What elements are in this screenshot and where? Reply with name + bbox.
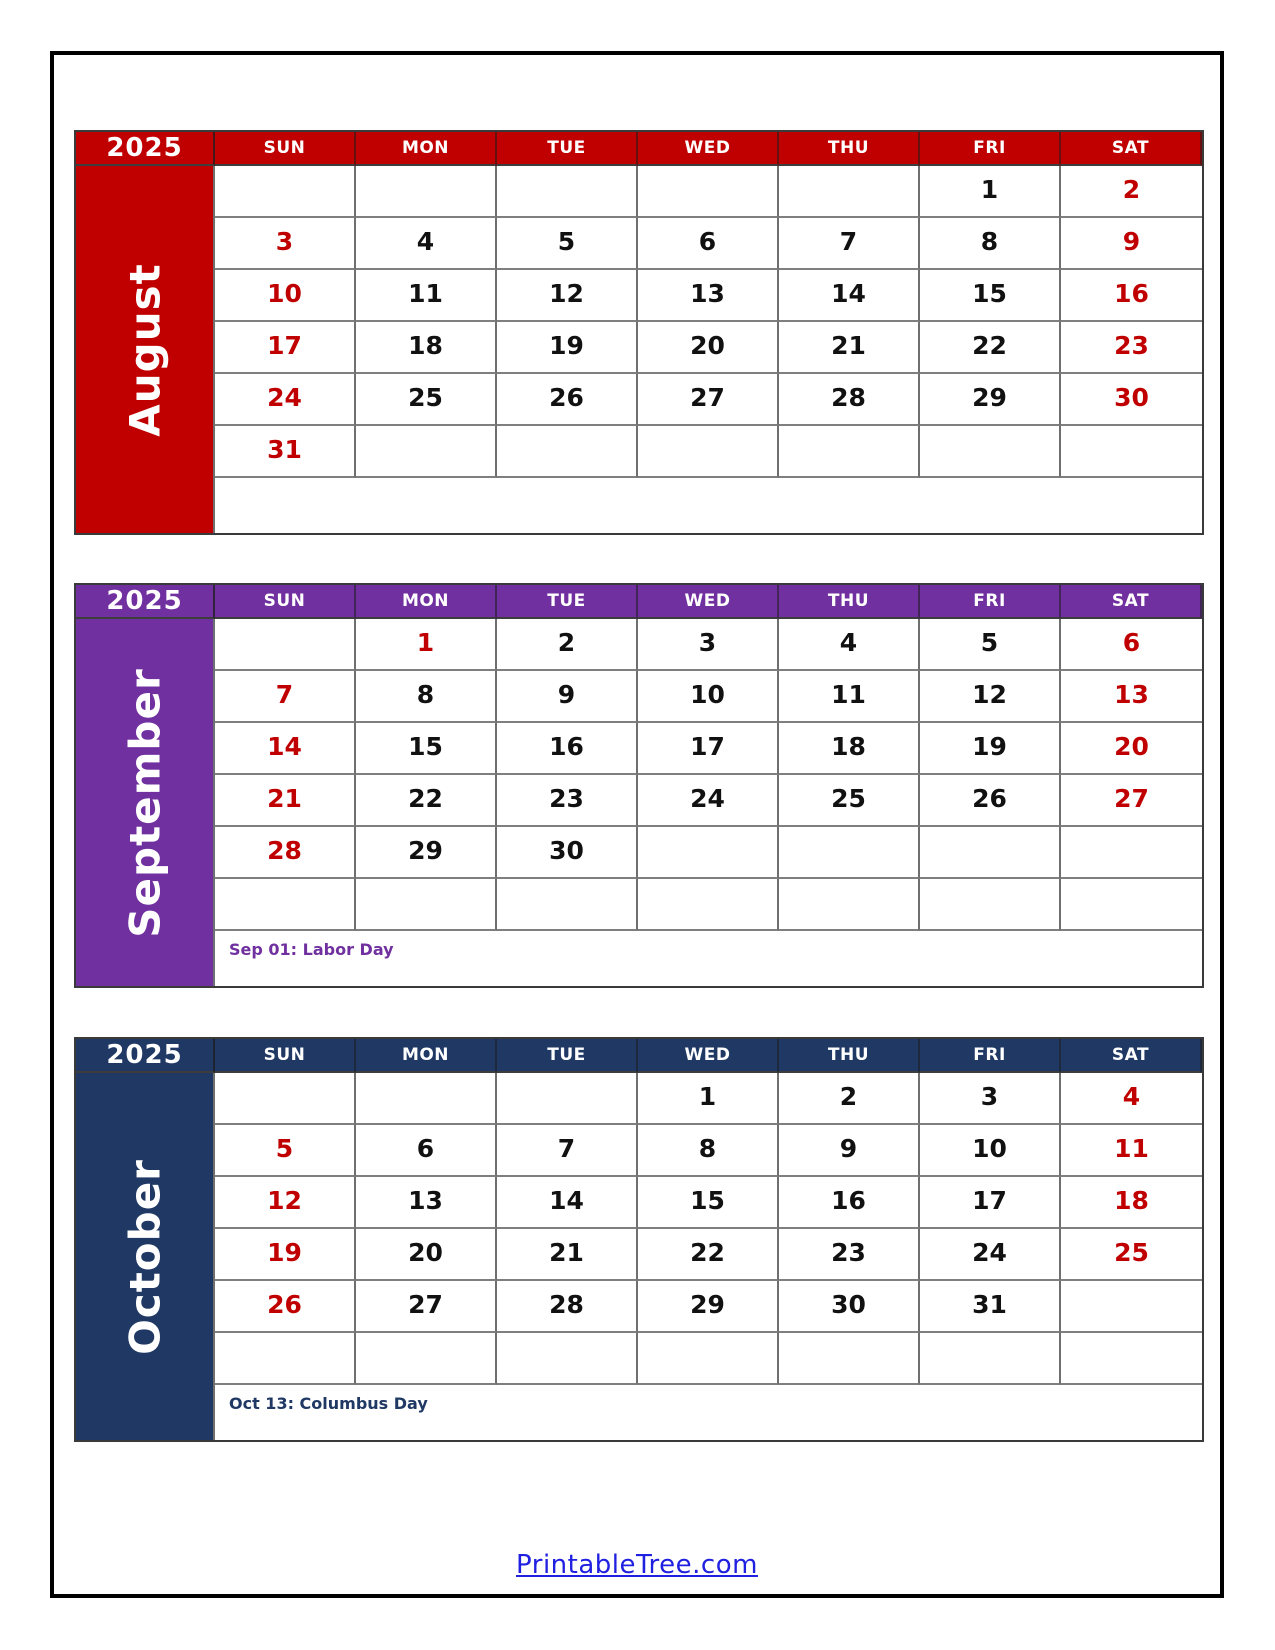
date-cell: 2 bbox=[497, 619, 638, 671]
date-cell bbox=[356, 879, 497, 931]
date-cell: 26 bbox=[215, 1281, 356, 1333]
date-cell: 10 bbox=[920, 1125, 1061, 1177]
date-cell: 23 bbox=[497, 775, 638, 827]
calendar-table-october bbox=[74, 1037, 1204, 1442]
date-cell bbox=[215, 1333, 356, 1385]
date-cell bbox=[920, 1333, 1061, 1385]
date-cell bbox=[1061, 426, 1202, 478]
date-cell: 29 bbox=[638, 1281, 779, 1333]
dow-header-fri: FRI bbox=[920, 585, 1061, 619]
date-cell: 12 bbox=[215, 1177, 356, 1229]
date-cell: 20 bbox=[356, 1229, 497, 1281]
date-cell: 1 bbox=[356, 619, 497, 671]
dow-header-sun: SUN bbox=[215, 132, 356, 166]
date-cell: 9 bbox=[1061, 218, 1202, 270]
dow-header-wed: WED bbox=[638, 1039, 779, 1073]
date-cell: 8 bbox=[356, 671, 497, 723]
date-cell: 5 bbox=[215, 1125, 356, 1177]
holiday-note: Oct 13: Columbus Day bbox=[229, 1394, 428, 1413]
date-cell: 8 bbox=[920, 218, 1061, 270]
date-cell: 30 bbox=[497, 827, 638, 879]
date-cell: 11 bbox=[356, 270, 497, 322]
month-band bbox=[76, 1073, 215, 1440]
date-cell: 17 bbox=[215, 322, 356, 374]
date-cell: 4 bbox=[356, 218, 497, 270]
date-cell: 28 bbox=[215, 827, 356, 879]
dow-header-sat: SAT bbox=[1061, 1039, 1202, 1073]
date-cell: 15 bbox=[920, 270, 1061, 322]
date-cell: 9 bbox=[779, 1125, 920, 1177]
date-cell: 27 bbox=[356, 1281, 497, 1333]
date-cell: 24 bbox=[638, 775, 779, 827]
date-cell: 16 bbox=[497, 723, 638, 775]
date-cell bbox=[356, 426, 497, 478]
month-section-august bbox=[74, 130, 1204, 535]
date-grid bbox=[215, 1073, 1202, 1385]
date-cell: 11 bbox=[1061, 1125, 1202, 1177]
dow-header-tue: TUE bbox=[497, 132, 638, 166]
date-cell bbox=[497, 879, 638, 931]
date-cell bbox=[356, 166, 497, 218]
date-cell: 14 bbox=[215, 723, 356, 775]
date-cell: 17 bbox=[920, 1177, 1061, 1229]
holiday-note: Sep 01: Labor Day bbox=[229, 940, 394, 959]
date-cell: 10 bbox=[638, 671, 779, 723]
dow-header-tue: TUE bbox=[497, 1039, 638, 1073]
calendar-table-september bbox=[74, 583, 1204, 988]
dow-header-mon: MON bbox=[356, 585, 497, 619]
date-cell: 19 bbox=[215, 1229, 356, 1281]
dow-header-wed: WED bbox=[638, 132, 779, 166]
date-cell: 17 bbox=[638, 723, 779, 775]
month-band bbox=[76, 166, 215, 533]
date-cell: 22 bbox=[920, 322, 1061, 374]
date-cell bbox=[920, 827, 1061, 879]
footer-link[interactable]: PrintableTree.com bbox=[516, 1550, 758, 1580]
date-cell: 20 bbox=[638, 322, 779, 374]
month-name: August bbox=[120, 262, 169, 437]
date-grid bbox=[215, 166, 1202, 478]
date-cell: 25 bbox=[1061, 1229, 1202, 1281]
date-cell: 31 bbox=[920, 1281, 1061, 1333]
date-cell: 14 bbox=[779, 270, 920, 322]
page-border bbox=[50, 51, 1224, 1598]
date-cell bbox=[1061, 1281, 1202, 1333]
dow-header-fri: FRI bbox=[920, 132, 1061, 166]
date-cell: 18 bbox=[356, 322, 497, 374]
date-cell bbox=[638, 1333, 779, 1385]
date-cell: 1 bbox=[638, 1073, 779, 1125]
dow-header-mon: MON bbox=[356, 132, 497, 166]
dow-header-sun: SUN bbox=[215, 1039, 356, 1073]
date-cell bbox=[779, 1333, 920, 1385]
dow-header-thu: THU bbox=[779, 1039, 920, 1073]
date-cell: 6 bbox=[356, 1125, 497, 1177]
date-cell: 5 bbox=[920, 619, 1061, 671]
date-cell: 21 bbox=[215, 775, 356, 827]
date-cell bbox=[638, 827, 779, 879]
date-cell: 5 bbox=[497, 218, 638, 270]
date-cell: 25 bbox=[779, 775, 920, 827]
date-cell: 3 bbox=[920, 1073, 1061, 1125]
date-cell: 15 bbox=[356, 723, 497, 775]
date-cell bbox=[779, 879, 920, 931]
date-cell: 12 bbox=[497, 270, 638, 322]
month-band bbox=[76, 619, 215, 986]
date-cell: 23 bbox=[1061, 322, 1202, 374]
dow-header-tue: TUE bbox=[497, 585, 638, 619]
date-cell bbox=[497, 1073, 638, 1125]
date-cell bbox=[1061, 1333, 1202, 1385]
dow-header-sun: SUN bbox=[215, 585, 356, 619]
holiday-note bbox=[215, 478, 1202, 533]
date-cell: 4 bbox=[779, 619, 920, 671]
date-cell: 10 bbox=[215, 270, 356, 322]
date-cell: 18 bbox=[779, 723, 920, 775]
dow-header-fri: FRI bbox=[920, 1039, 1061, 1073]
month-section-october bbox=[74, 1037, 1204, 1442]
date-cell: 24 bbox=[215, 374, 356, 426]
dow-header-thu: THU bbox=[779, 585, 920, 619]
date-cell: 13 bbox=[356, 1177, 497, 1229]
date-cell: 20 bbox=[1061, 723, 1202, 775]
date-cell bbox=[215, 166, 356, 218]
date-cell: 29 bbox=[920, 374, 1061, 426]
date-cell: 11 bbox=[779, 671, 920, 723]
date-cell bbox=[638, 426, 779, 478]
date-cell: 7 bbox=[215, 671, 356, 723]
month-name: October bbox=[120, 1158, 169, 1355]
date-cell: 26 bbox=[920, 775, 1061, 827]
date-cell: 22 bbox=[638, 1229, 779, 1281]
date-cell bbox=[497, 426, 638, 478]
date-cell bbox=[779, 827, 920, 879]
date-cell bbox=[497, 166, 638, 218]
date-cell: 24 bbox=[920, 1229, 1061, 1281]
dow-header-mon: MON bbox=[356, 1039, 497, 1073]
date-cell: 18 bbox=[1061, 1177, 1202, 1229]
date-cell bbox=[356, 1333, 497, 1385]
date-cell bbox=[920, 879, 1061, 931]
dow-header-sat: SAT bbox=[1061, 585, 1202, 619]
date-cell: 13 bbox=[1061, 671, 1202, 723]
date-cell: 27 bbox=[1061, 775, 1202, 827]
year-label: 2025 bbox=[76, 585, 215, 619]
date-cell bbox=[1061, 879, 1202, 931]
date-cell: 30 bbox=[1061, 374, 1202, 426]
date-cell: 28 bbox=[779, 374, 920, 426]
calendar-table-august bbox=[74, 130, 1204, 535]
date-cell: 22 bbox=[356, 775, 497, 827]
date-cell: 16 bbox=[1061, 270, 1202, 322]
date-cell: 9 bbox=[497, 671, 638, 723]
dow-header-sat: SAT bbox=[1061, 132, 1202, 166]
date-cell: 7 bbox=[779, 218, 920, 270]
date-cell: 7 bbox=[497, 1125, 638, 1177]
date-cell: 29 bbox=[356, 827, 497, 879]
date-cell: 14 bbox=[497, 1177, 638, 1229]
footer bbox=[54, 1550, 1220, 1580]
date-cell bbox=[215, 619, 356, 671]
date-cell: 4 bbox=[1061, 1073, 1202, 1125]
date-cell: 8 bbox=[638, 1125, 779, 1177]
year-label: 2025 bbox=[76, 1039, 215, 1073]
date-cell bbox=[1061, 827, 1202, 879]
date-cell bbox=[356, 1073, 497, 1125]
date-cell bbox=[497, 1333, 638, 1385]
date-cell: 15 bbox=[638, 1177, 779, 1229]
date-cell: 3 bbox=[638, 619, 779, 671]
date-cell: 21 bbox=[779, 322, 920, 374]
date-cell: 6 bbox=[1061, 619, 1202, 671]
date-cell: 31 bbox=[215, 426, 356, 478]
date-cell bbox=[215, 879, 356, 931]
date-cell: 25 bbox=[356, 374, 497, 426]
date-cell bbox=[920, 426, 1061, 478]
date-cell: 3 bbox=[215, 218, 356, 270]
date-cell: 27 bbox=[638, 374, 779, 426]
year-label: 2025 bbox=[76, 132, 215, 166]
date-cell: 1 bbox=[920, 166, 1061, 218]
date-cell bbox=[779, 426, 920, 478]
date-cell: 23 bbox=[779, 1229, 920, 1281]
date-cell: 26 bbox=[497, 374, 638, 426]
date-cell bbox=[638, 879, 779, 931]
date-cell: 19 bbox=[920, 723, 1061, 775]
date-cell bbox=[215, 1073, 356, 1125]
date-cell: 16 bbox=[779, 1177, 920, 1229]
date-cell: 2 bbox=[779, 1073, 920, 1125]
dow-header-thu: THU bbox=[779, 132, 920, 166]
month-section-september bbox=[74, 583, 1204, 988]
date-grid bbox=[215, 619, 1202, 931]
date-cell: 2 bbox=[1061, 166, 1202, 218]
dow-header-wed: WED bbox=[638, 585, 779, 619]
date-cell: 19 bbox=[497, 322, 638, 374]
date-cell: 28 bbox=[497, 1281, 638, 1333]
date-cell: 30 bbox=[779, 1281, 920, 1333]
date-cell: 6 bbox=[638, 218, 779, 270]
date-cell: 13 bbox=[638, 270, 779, 322]
date-cell: 12 bbox=[920, 671, 1061, 723]
date-cell: 21 bbox=[497, 1229, 638, 1281]
month-name: September bbox=[120, 667, 169, 938]
date-cell bbox=[779, 166, 920, 218]
date-cell bbox=[638, 166, 779, 218]
